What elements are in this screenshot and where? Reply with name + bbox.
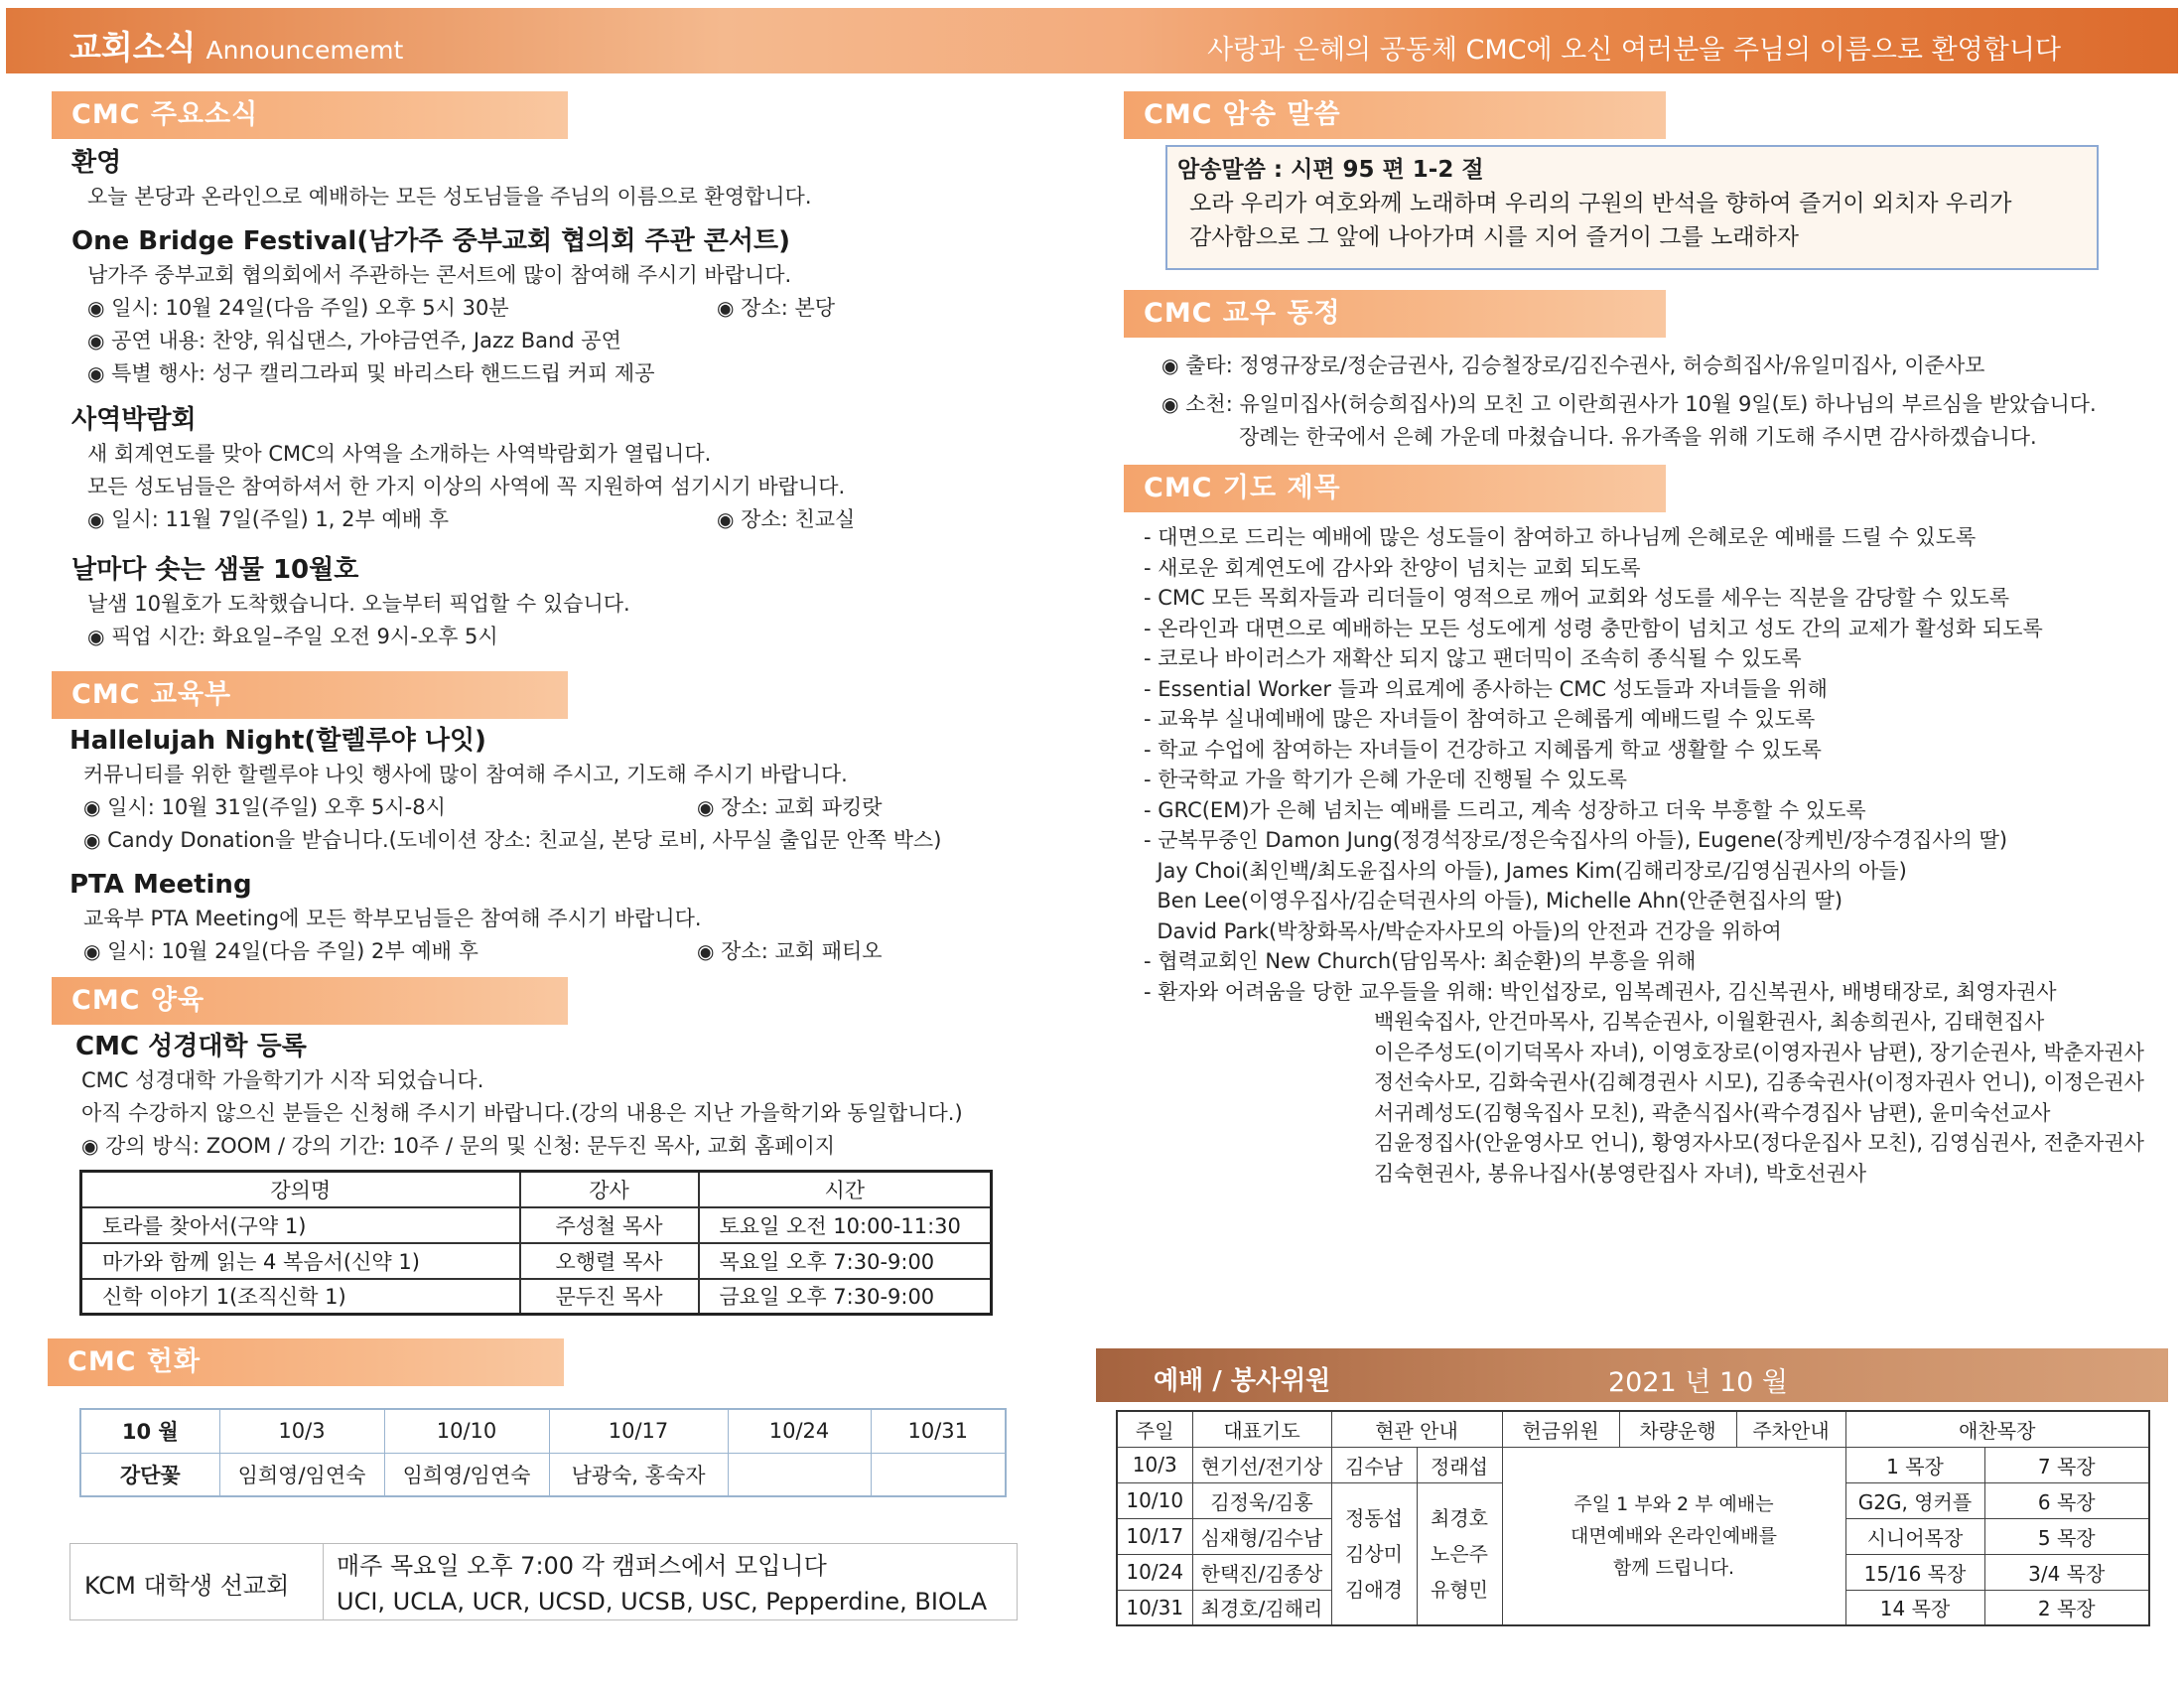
col-header-time: 시간 <box>699 1172 992 1207</box>
hn-title: Hallelujah Night(할렐루야 나잇) <box>69 726 486 756</box>
prayer-item: Jay Choi(최인백/최도윤집사의 아들), James Kim(김해리장로/김영심권사의 아들) <box>1144 858 1907 883</box>
kcm-campuses: UCI, UCLA, UCR, UCSD, UCSB, USC, Pepperdine, BIOLA <box>337 1588 988 1616</box>
week-date: 10/17 <box>1117 1518 1192 1554</box>
section-offering-label: CMC 헌화 <box>68 1346 202 1377</box>
patient-line: 백원숙집사, 안건마목사, 김복순권사, 이월환권사, 최송희권사, 김태현집사 <box>1374 1010 2045 1034</box>
fellowship-b: 6 목장 <box>1984 1482 2149 1518</box>
festival-date: 일시: 10월 24일(다음 주일) 오후 5시 30분 <box>111 296 509 320</box>
fellowship-a: G2G, 영커플 <box>1845 1482 1984 1518</box>
college-title: CMC 성경대학 등록 <box>75 1032 307 1061</box>
pta-text: 교육부 PTA Meeting에 모든 학부모님들은 참여해 주시기 바랍니다. <box>83 907 702 930</box>
fellowship-b: 7 목장 <box>1984 1447 2149 1482</box>
table-row <box>81 1207 992 1243</box>
spring-time: 픽업 시간: 화요일–주일 오전 9시-오후 5시 <box>111 625 498 648</box>
target-bullet-icon: ◉ <box>1161 392 1179 416</box>
section-members-label: CMC 교우 동정 <box>1144 298 1341 329</box>
service-header <box>1096 1348 2168 1402</box>
target-bullet-icon: ◉ <box>717 507 735 531</box>
prayer-item: - 환자와 어려움을 당한 교우들을 위해: 박인섭장로, 임복례권사, 김신복권사, 배병태장로, 최영자권사 <box>1144 979 2057 1004</box>
flower-table <box>79 1408 1007 1497</box>
prayer-item: - 대면으로 드리는 예배에 많은 성도들이 참여하고 하나님께 은혜로운 예배를 드릴 수 있도록 <box>1144 525 1977 549</box>
target-bullet-icon: ◉ <box>87 296 105 320</box>
fellowship-a: 14 목장 <box>1845 1590 1984 1625</box>
flower-row-label: 강단꽃 <box>80 1453 219 1496</box>
target-bullet-icon: ◉ <box>81 1134 99 1158</box>
flower-date: 10/24 <box>728 1409 871 1453</box>
flower-date: 10/3 <box>219 1409 384 1453</box>
target-bullet-icon: ◉ <box>697 939 715 963</box>
section-edu <box>52 671 568 719</box>
prayer-item: - Essential Worker 들과 의료계에 종사하는 CMC 성도들과 자녀들을 위해 <box>1144 676 1828 701</box>
lecture-teacher: 오행렬 목사 <box>520 1243 699 1279</box>
fellowship-a: 15/16 목장 <box>1845 1554 1984 1590</box>
patient-line: 김윤정집사(안윤영사모 언니), 황영자사모(정다운집사 모친), 김영심권사, 전춘자권사 <box>1374 1131 2144 1155</box>
festival-place: 장소: 본당 <box>741 296 836 320</box>
service-table <box>1116 1410 2150 1626</box>
target-bullet-icon: ◉ <box>87 507 105 531</box>
prayer-item: - 코로나 바이러스가 재확산 되지 않고 팬더믹이 조속히 종식될 수 있도록 <box>1144 646 1802 670</box>
flower-name: 임희영/임연숙 <box>219 1453 384 1496</box>
week-date: 10/10 <box>1117 1482 1192 1518</box>
week-prayer: 한택진/김종상 <box>1192 1554 1331 1590</box>
expo-text2: 모든 성도님들은 참여하셔서 한 가지 이상의 사역에 꼭 지원하여 섬기시기 바랍니다. <box>87 475 846 498</box>
target-bullet-icon: ◉ <box>83 939 101 963</box>
section-prayer <box>1124 465 1666 512</box>
prayer-item: - 학교 수업에 참여하는 자녀들이 건강하고 지혜롭게 학교 생활할 수 있도록 <box>1144 737 1822 762</box>
patient-line: 서귀례성도(김형욱집사 모친), 곽춘식집사(곽수경집사 남편), 윤미숙선교사 <box>1374 1100 2051 1125</box>
table-row <box>1117 1447 2149 1482</box>
section-nurture <box>52 977 568 1025</box>
kcm-label: KCM 대학생 선교회 <box>84 1572 290 1600</box>
section-news-label: CMC 주요소식 <box>71 99 259 130</box>
welcome-text: 오늘 본당과 온라인으로 예배하는 모든 성도님들을 주님의 이름으로 환영합니다. <box>87 185 812 209</box>
members-funeral2: 장례는 한국에서 은혜 가운데 마쳤습니다. 유가족을 위해 기도해 주시면 감사하겠습니다. <box>1239 425 2037 449</box>
lecture-time: 금요일 오후 7:30-9:00 <box>699 1279 992 1315</box>
lecture-teacher: 주성철 목사 <box>520 1207 699 1243</box>
col-header-offering: 헌금위원 <box>1502 1411 1619 1447</box>
spring-text: 날샘 10월호가 도착했습니다. 오늘부터 픽업할 수 있습니다. <box>87 592 630 616</box>
week-prayer: 최경호/김해리 <box>1192 1590 1331 1625</box>
section-offering <box>48 1338 564 1386</box>
expo-place: 장소: 친교실 <box>741 507 856 531</box>
hn-candy: Candy Donation을 받습니다.(도네이션 장소: 친교실, 본당 로비, 사무실 출입문 안쪽 박스) <box>107 828 942 852</box>
hn-text: 커뮤니티를 위한 할렐루야 나잇 행사에 많이 참여해 주시고, 기도해 주시기 바랍니다. <box>83 763 848 786</box>
kcm-schedule-block <box>337 1548 987 1619</box>
flower-name <box>728 1453 871 1496</box>
flower-date: 10/17 <box>549 1409 728 1453</box>
pta-title: PTA Meeting <box>69 870 252 900</box>
patient-line: 정선숙사모, 김화숙권사(김혜경권사 시모), 김종숙권사(이정자권사 언니), 이정은권사 <box>1374 1070 2144 1094</box>
target-bullet-icon: ◉ <box>697 795 715 819</box>
target-bullet-icon: ◉ <box>83 828 101 852</box>
spring-title: 날마다 솟는 샘물 10월호 <box>71 555 359 585</box>
members-funeral: 소천: 유일미집사(허승희집사)의 모친 고 이란희권사가 10월 9일(토) 하나님의 부르심을 받았습니다. <box>1185 392 2097 416</box>
prayer-item: - 새로운 회계연도에 감사와 찬양이 넘치는 교회 되도록 <box>1144 555 1641 580</box>
usher-name: 정동섭 <box>1345 1505 1403 1530</box>
target-bullet-icon: ◉ <box>87 361 105 385</box>
usher-name: 김상미 <box>1345 1541 1403 1566</box>
expo-text1: 새 회계연도를 맞아 CMC의 사역을 소개하는 사역박람회가 열립니다. <box>87 442 712 466</box>
prayer-item: - 한국학교 가을 학기가 은혜 가운데 진행될 수 있도록 <box>1144 768 1627 791</box>
edu-block <box>69 723 1003 968</box>
lecture-time: 토요일 오전 10:00-11:30 <box>699 1207 992 1243</box>
memory-verse-title: 암송말씀 : 시편 95 편 1-2 절 <box>1177 157 1484 183</box>
festival-content: 공연 내용: 찬양, 워십댄스, 가야금연주, Jazz Band 공연 <box>111 329 621 352</box>
expo-title: 사역박람회 <box>71 405 197 435</box>
table-row <box>81 1243 992 1279</box>
usher-name: 김수남 <box>1331 1447 1417 1482</box>
col-header-teacher: 강사 <box>520 1172 699 1207</box>
flower-name: 임희영/임연숙 <box>384 1453 549 1496</box>
patient-line: 김숙현권사, 봉유나집사(봉영란집사 자녀), 박호선권사 <box>1374 1161 1867 1186</box>
usher-col1 <box>1331 1482 1417 1625</box>
pta-date: 일시: 10월 24일(다음 주일) 2부 예배 후 <box>107 939 478 963</box>
table-header-row <box>81 1172 992 1207</box>
fellowship-b: 2 목장 <box>1984 1590 2149 1625</box>
section-memory <box>1124 91 1666 139</box>
fellowship-a: 시니어목장 <box>1845 1518 1984 1554</box>
lecture-name: 마가와 함께 읽는 4 복음서(신약 1) <box>81 1243 520 1279</box>
prayer-item: Ben Lee(이영우집사/김순덕권사의 아들), Michelle Ahn(안준현집사의 딸) <box>1144 889 1843 913</box>
flower-date: 10/10 <box>384 1409 549 1453</box>
col-header-lecture: 강의명 <box>81 1172 520 1207</box>
table-row <box>81 1279 992 1315</box>
prayer-item: - 교육부 실내예배에 많은 자녀들이 참여하고 은혜롭게 예배드릴 수 있도록 <box>1144 707 1816 731</box>
usher-name: 김애경 <box>1345 1577 1403 1602</box>
section-members <box>1124 290 1666 338</box>
service-note-line: 주일 1 부와 2 부 예배는 <box>1573 1492 1774 1515</box>
target-bullet-icon: ◉ <box>83 795 101 819</box>
kcm-box <box>69 1543 1018 1620</box>
col-header-prayer: 대표기도 <box>1192 1411 1331 1447</box>
pta-place: 장소: 교회 패티오 <box>721 939 883 963</box>
table-row <box>80 1409 1006 1453</box>
target-bullet-icon: ◉ <box>87 625 105 648</box>
memory-verse-line2: 감사함으로 그 앞에 나아가며 시를 지어 즐거이 그를 노래하자 <box>1189 224 1799 250</box>
lecture-table <box>79 1170 993 1316</box>
memory-verse-line1: 오라 우리가 여호와께 노래하며 우리의 구원의 반석을 향하여 즐거이 외치자 우리가 <box>1189 191 2012 216</box>
expo-date: 일시: 11월 7일(주일) 1, 2부 예배 후 <box>111 507 449 531</box>
week-prayer: 현기선/전기상 <box>1192 1447 1331 1482</box>
target-bullet-icon: ◉ <box>1161 353 1179 377</box>
festival-event: 특별 행사: 성구 캘리그라피 및 바리스타 핸드드립 커피 제공 <box>111 361 655 385</box>
col-header-parking: 주차안내 <box>1736 1411 1845 1447</box>
page-header <box>6 8 2178 73</box>
prayer-item: - 온라인과 대면으로 예배하는 모든 성도에게 성령 충만함이 넘치고 성도 간의 교제가 활성화 되도록 <box>1144 616 2043 640</box>
header-welcome: 사랑과 은혜의 공동체 CMC에 오신 여러분을 주님의 이름으로 환영합니다 <box>1207 35 2061 66</box>
week-prayer: 심재형/김수남 <box>1192 1518 1331 1554</box>
lecture-time: 목요일 오후 7:30-9:00 <box>699 1243 992 1279</box>
service-note-line: 대면예배와 온라인예배를 <box>1570 1524 1777 1547</box>
members-block <box>1161 350 2097 454</box>
flower-name: 남광숙, 홍숙자 <box>549 1453 728 1496</box>
lecture-name: 신학 이야기 1(조직신학 1) <box>81 1279 520 1315</box>
col-header-vehicle: 차량운행 <box>1619 1411 1736 1447</box>
col-header-sunday: 주일 <box>1117 1411 1192 1447</box>
flower-date: 10/31 <box>871 1409 1006 1453</box>
service-note <box>1502 1447 1845 1625</box>
table-row <box>80 1453 1006 1496</box>
table-header-row <box>1117 1411 2149 1447</box>
college-info: 강의 방식: ZOOM / 강의 기간: 10주 / 문의 및 신청: 문두진 목사, 교회 홈페이지 <box>105 1134 836 1158</box>
section-news <box>52 91 568 139</box>
college-text1: CMC 성경대학 가을학기가 시작 되었습니다. <box>81 1068 484 1092</box>
section-memory-label: CMC 암송 말씀 <box>1144 99 1341 130</box>
usher-name: 유형민 <box>1431 1577 1488 1602</box>
lecture-name: 토라를 찾아서(구약 1) <box>81 1207 520 1243</box>
prayer-item: - GRC(EM)가 은혜 넘치는 예배를 드리고, 계속 성장하고 더욱 부흥할 수 있도록 <box>1144 797 1866 822</box>
memory-verse-box <box>1165 145 2099 270</box>
header-title-en: Announcememt <box>205 36 404 65</box>
kcm-schedule: 매주 목요일 오후 7:00 각 캠퍼스에서 모입니다 <box>337 1552 827 1580</box>
usher-name: 최경호 <box>1431 1505 1488 1530</box>
section-prayer-label: CMC 기도 제목 <box>1144 473 1341 503</box>
flower-name <box>871 1453 1006 1496</box>
service-month: 2021 년 10 월 <box>1608 1367 1788 1398</box>
week-date: 10/24 <box>1117 1554 1192 1590</box>
section-nurture-label: CMC 양육 <box>71 985 205 1016</box>
header-title <box>69 22 403 69</box>
section-edu-label: CMC 교육부 <box>71 679 232 710</box>
nurture-block <box>75 1029 963 1163</box>
fellowship-b: 3/4 목장 <box>1984 1554 2149 1590</box>
usher-col2 <box>1417 1482 1502 1625</box>
header-title-ko: 교회소식 <box>69 28 197 67</box>
usher-name: 정래섭 <box>1417 1447 1502 1482</box>
fellowship-a: 1 목장 <box>1845 1447 1984 1482</box>
welcome-title: 환영 <box>71 148 122 178</box>
prayer-item: - 협력교회인 New Church(담임목사: 최순환)의 부흥을 위해 <box>1144 949 1697 973</box>
flower-month: 10 월 <box>80 1409 219 1453</box>
prayer-item: - CMC 모든 목회자들과 리더들이 영적으로 깨어 교회와 성도를 세우는 직분을 감당할 수 있도록 <box>1144 586 2010 610</box>
service-title: 예배 / 봉사위원 <box>1154 1366 1331 1396</box>
col-header-fellowship: 애찬목장 <box>1845 1411 2149 1447</box>
festival-text: 남가주 중부교회 협의회에서 주관하는 콘서트에 많이 참여해 주시기 바랍니다. <box>87 263 792 287</box>
week-date: 10/3 <box>1117 1447 1192 1482</box>
fellowship-b: 5 목장 <box>1984 1518 2149 1554</box>
prayer-list <box>1144 522 2144 1189</box>
target-bullet-icon: ◉ <box>717 296 735 320</box>
members-travel: 출타: 정영규장로/정순금권사, 김승철장로/김진수권사, 허승희집사/유일미집사, 이준사모 <box>1185 353 1985 377</box>
prayer-item: David Park(박창화목사/박순자사모의 아들)의 안전과 건강을 위하여 <box>1144 918 1782 943</box>
hn-place: 장소: 교회 파킹랏 <box>721 795 883 819</box>
target-bullet-icon: ◉ <box>87 329 105 352</box>
college-text2: 아직 수강하지 않으신 분들은 신청해 주시기 바랍니다.(강의 내용은 지난 가을학기와 동일합니다.) <box>81 1101 963 1125</box>
week-prayer: 김정욱/김홍 <box>1192 1482 1331 1518</box>
lecture-teacher: 문두진 목사 <box>520 1279 699 1315</box>
hn-date: 일시: 10월 31일(주일) 오후 5시-8시 <box>107 795 446 819</box>
usher-name: 노은주 <box>1431 1541 1488 1566</box>
week-date: 10/31 <box>1117 1590 1192 1625</box>
news-block <box>71 145 965 653</box>
festival-title: One Bridge Festival(남가주 중부교회 협의회 주관 콘서트) <box>71 226 791 256</box>
prayer-item: - 군복무중인 Damon Jung(정경석장로/정은숙집사의 아들), Eugene(장케빈/장수경집사의 딸) <box>1144 828 2008 852</box>
patient-list <box>1144 1007 2144 1189</box>
kcm-divider <box>323 1544 324 1619</box>
service-note-line: 함께 드립니다. <box>1612 1556 1735 1579</box>
col-header-usher: 현관 안내 <box>1331 1411 1502 1447</box>
patient-line: 이은주성도(이기덕목사 자녀), 이영호장로(이영자권사 남편), 장기순권사, 박춘자권사 <box>1374 1040 2144 1064</box>
